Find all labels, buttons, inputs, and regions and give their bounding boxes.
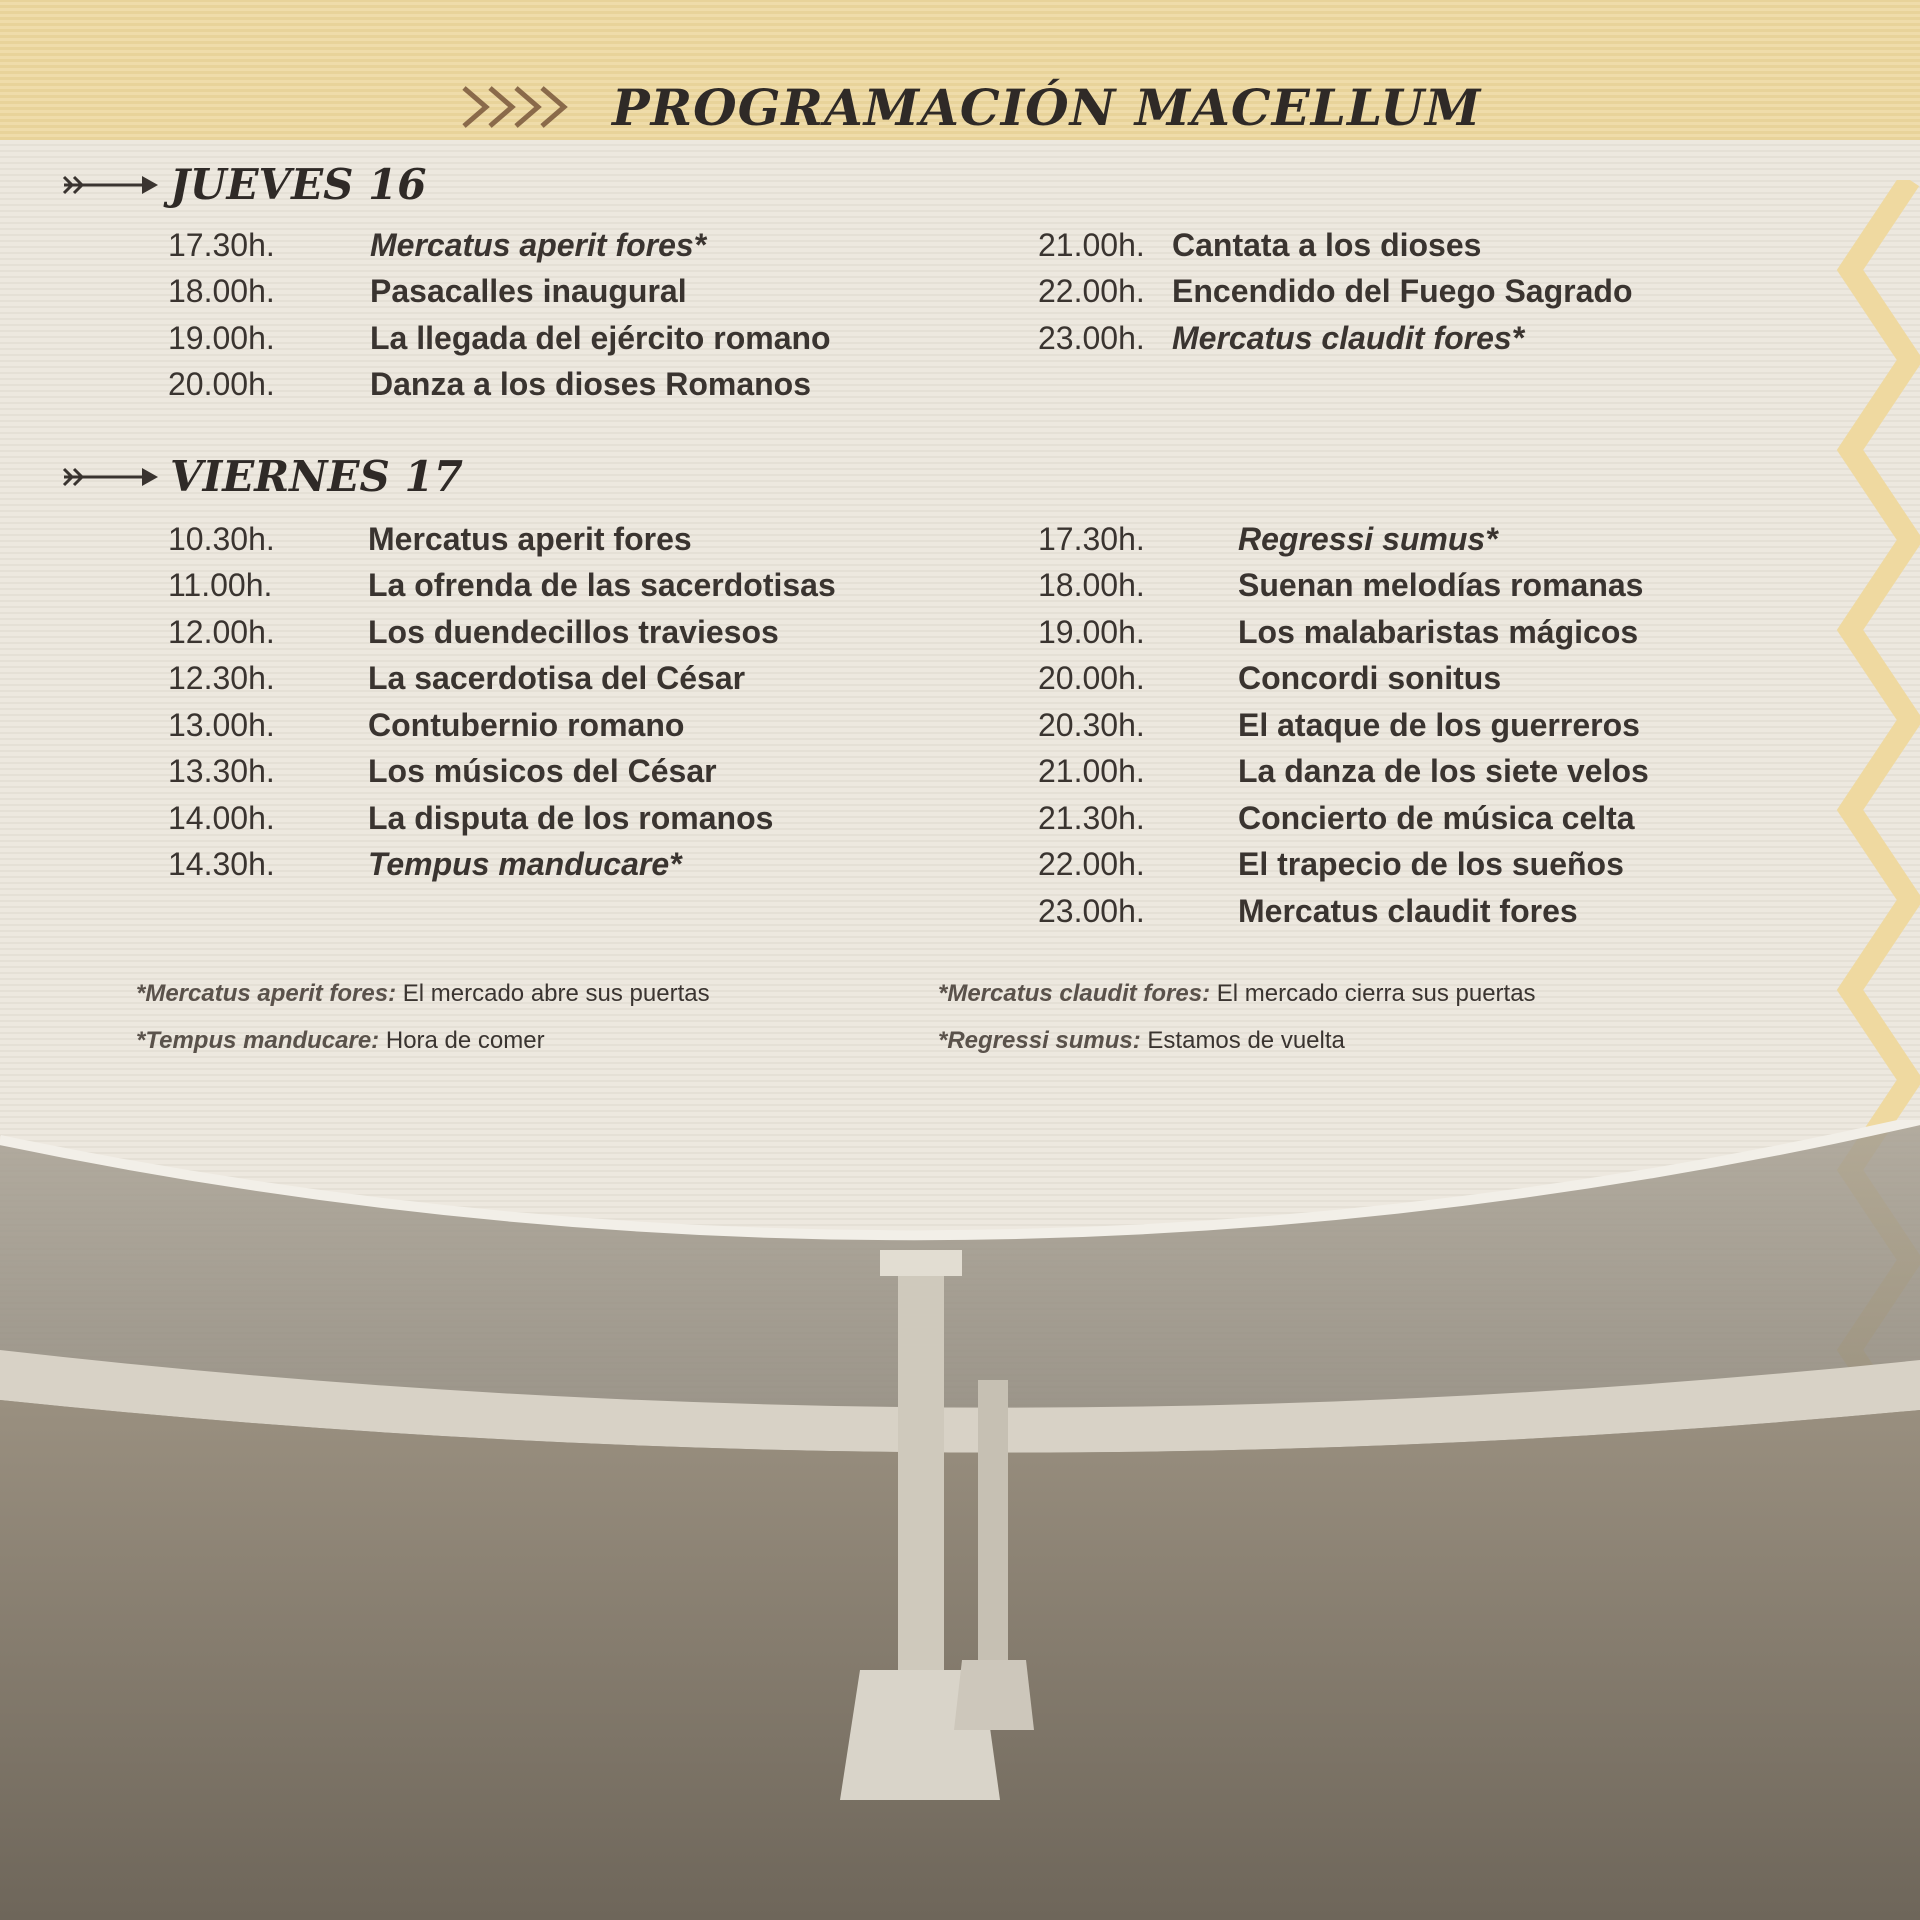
- footnote-manducare: [136, 1027, 545, 1055]
- schedule-row: [1038, 516, 1649, 563]
- footnote-meaning: Estamos de vuelta: [1140, 1027, 1345, 1054]
- day-header-viernes: [60, 452, 463, 501]
- event-time: 20.30h.: [1038, 706, 1145, 743]
- event-name: Cantata a los dioses: [1172, 226, 1482, 263]
- schedule-viernes-right: [1038, 516, 1649, 935]
- day-title: JUEVES 16: [170, 160, 427, 209]
- schedule-row: [168, 702, 836, 749]
- schedule-row: [1038, 563, 1649, 610]
- event-time: 18.00h.: [168, 273, 275, 310]
- event-name: Regressi sumus*: [1238, 520, 1498, 557]
- schedule-row: [168, 795, 836, 842]
- schedule-jueves-right: [1038, 222, 1632, 362]
- event-time: 17.30h.: [1038, 520, 1145, 557]
- event-name: Los malabaristas mágicos: [1238, 613, 1639, 650]
- event-time: 21.30h.: [1038, 799, 1145, 836]
- schedule-jueves-left: [168, 222, 831, 408]
- event-time: 20.00h.: [1038, 660, 1145, 697]
- event-time: 23.00h.: [1038, 319, 1145, 356]
- schedule-row: [168, 222, 831, 269]
- schedule-row: [1038, 702, 1649, 749]
- footnote-aperit: [136, 980, 710, 1008]
- footnote-regressi: [938, 1027, 1345, 1055]
- schedule-row: [168, 269, 831, 316]
- schedule-row: [168, 609, 836, 656]
- event-name: Mercatus aperit fores*: [370, 226, 707, 263]
- event-name: La llegada del ejército romano: [370, 319, 831, 356]
- schedule-row: [1038, 656, 1649, 703]
- schedule-row: [1038, 842, 1649, 889]
- event-time: 19.00h.: [168, 319, 275, 356]
- event-name: Mercatus aperit fores: [368, 520, 692, 557]
- event-name: Mercatus claudit fores: [1238, 892, 1578, 929]
- footnote-meaning: El mercado cierra sus puertas: [1210, 980, 1536, 1007]
- schedule-row: [1038, 795, 1649, 842]
- event-time: 20.00h.: [168, 366, 275, 403]
- event-time: 11.00h.: [168, 567, 273, 604]
- event-time: 21.00h.: [1038, 226, 1145, 263]
- event-time: 19.00h.: [1038, 613, 1145, 650]
- title-text: PROGRAMACIÓN MACELLUM: [612, 77, 1482, 137]
- event-name: La disputa de los romanos: [368, 799, 774, 836]
- event-time: 21.00h.: [1038, 753, 1145, 790]
- event-name: Suenan melodías romanas: [1238, 567, 1644, 604]
- event-name: Mercatus claudit fores*: [1172, 319, 1525, 356]
- schedule-row: [168, 516, 836, 563]
- footnote-term: *Mercatus claudit fores:: [938, 980, 1211, 1007]
- event-name: Tempus manducare*: [368, 846, 682, 883]
- event-name: Danza a los dioses Romanos: [370, 366, 812, 403]
- footnote-term: *Tempus manducare:: [136, 1027, 380, 1054]
- event-name: La sacerdotisa del César: [368, 660, 746, 697]
- chevrons-icon: [460, 82, 580, 132]
- footnote-term: *Mercatus aperit fores:: [136, 980, 397, 1007]
- event-time: 22.00h.: [1038, 846, 1145, 883]
- event-name: Concordi sonitus: [1238, 660, 1502, 697]
- arrow-icon: [60, 462, 160, 492]
- arena-illustration: [0, 1120, 1920, 1920]
- schedule-row: [1038, 888, 1649, 935]
- schedule-row: [1038, 269, 1632, 316]
- event-name: Contubernio romano: [368, 706, 685, 743]
- schedule-row: [1038, 609, 1649, 656]
- schedule-row: [1038, 222, 1632, 269]
- footnote-claudit: [938, 980, 1536, 1008]
- event-time: 12.30h.: [168, 660, 275, 697]
- event-name: Los músicos del César: [368, 753, 717, 790]
- schedule-row: [1038, 315, 1632, 362]
- event-name: Pasacalles inaugural: [370, 273, 687, 310]
- event-time: 17.30h.: [168, 226, 275, 263]
- event-time: 22.00h.: [1038, 273, 1145, 310]
- day-title: VIERNES 17: [170, 452, 463, 501]
- footnote-term: *Regressi sumus:: [938, 1027, 1141, 1054]
- event-name: El trapecio de los sueños: [1238, 846, 1624, 883]
- schedule-viernes-left: [168, 516, 836, 888]
- event-time: 18.00h.: [1038, 567, 1145, 604]
- schedule-row: [168, 362, 831, 409]
- schedule-row: [1038, 749, 1649, 796]
- event-time: 23.00h.: [1038, 892, 1145, 929]
- arrow-icon: [60, 170, 160, 200]
- schedule-row: [168, 842, 836, 889]
- event-time: 13.00h.: [168, 706, 275, 743]
- day-header-jueves: [60, 160, 427, 209]
- event-name: Los duendecillos traviesos: [368, 613, 779, 650]
- schedule-row: [168, 563, 836, 610]
- event-name: Encendido del Fuego Sagrado: [1172, 273, 1633, 310]
- event-name: El ataque de los guerreros: [1238, 706, 1640, 743]
- footnote-meaning: Hora de comer: [379, 1027, 545, 1054]
- page-title: [460, 72, 1481, 142]
- event-name: La ofrenda de las sacerdotisas: [368, 567, 836, 604]
- footnote-meaning: El mercado abre sus puertas: [396, 980, 710, 1007]
- event-time: 13.30h.: [168, 753, 275, 790]
- schedule-row: [168, 749, 836, 796]
- event-name: La danza de los siete velos: [1238, 753, 1649, 790]
- event-name: Concierto de música celta: [1238, 799, 1635, 836]
- event-time: 12.00h.: [168, 613, 275, 650]
- event-time: 14.30h.: [168, 846, 275, 883]
- schedule-row: [168, 315, 831, 362]
- event-time: 14.00h.: [168, 799, 275, 836]
- schedule-row: [168, 656, 836, 703]
- event-time: 10.30h.: [168, 520, 275, 557]
